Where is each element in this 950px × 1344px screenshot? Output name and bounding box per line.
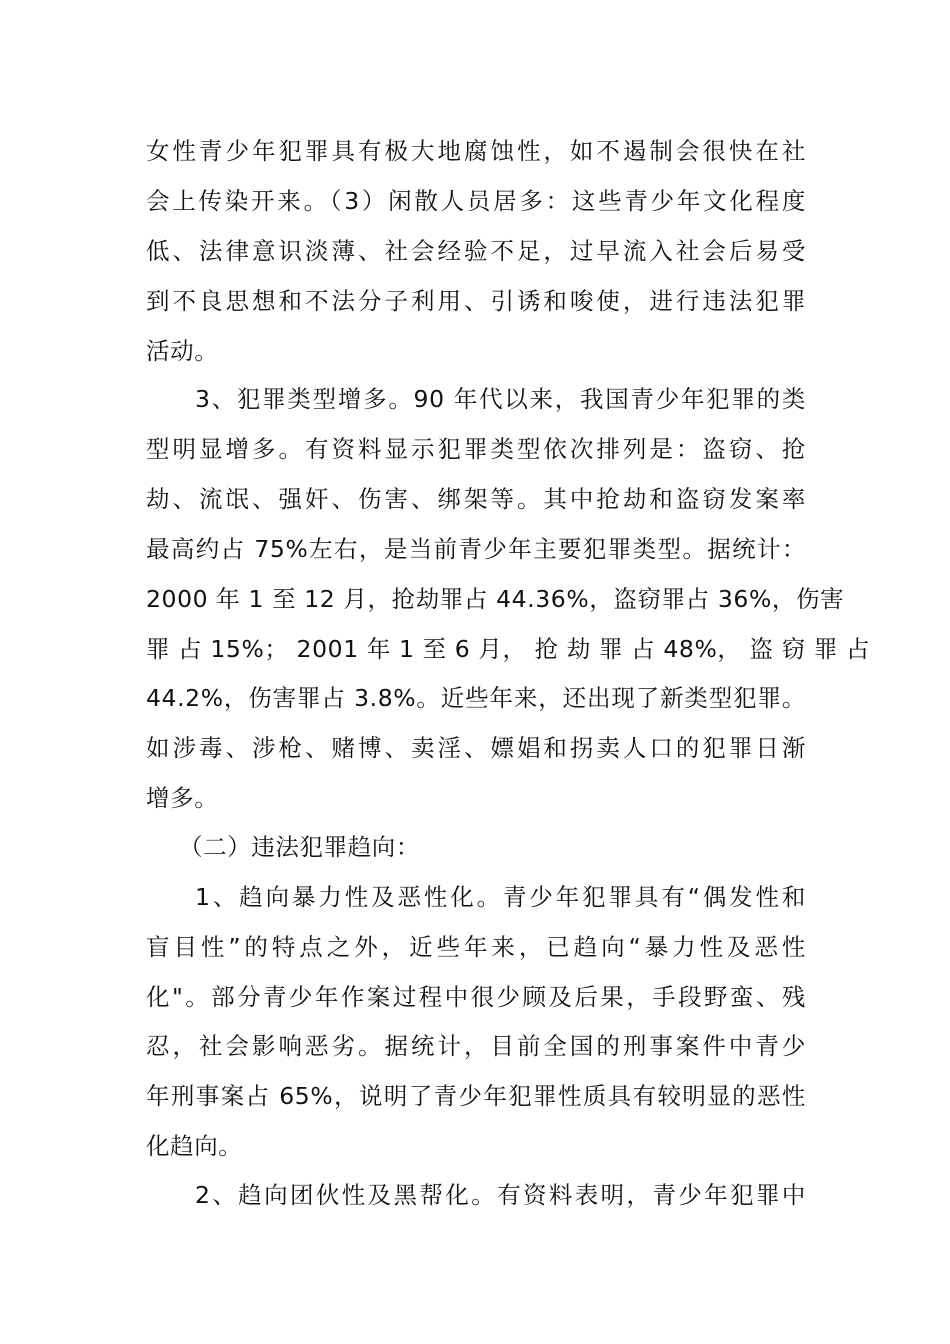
section-heading: （二）违法犯罪趋向： (179, 833, 420, 861)
text-line: 化趋向。 (146, 1132, 243, 1160)
text-line: 忍，社会影响恶劣。据统计，目前全国的刑事案件中青少 (146, 1032, 806, 1060)
text-line: 低、法律意识淡薄、社会经验不足，过早流入社会后易受 (146, 237, 806, 265)
text-line: 劫、流氓、强奸、伤害、绑架等。其中抢劫和盗窃发案率 (146, 485, 806, 513)
text-line: 女性青少年犯罪具有极大地腐蚀性，如不遏制会很快在社 (146, 137, 806, 165)
text-line: 化"。部分青少年作案过程中很少顾及后果，手段野蛮、残 (146, 983, 806, 1011)
text-line: 增多。 (146, 784, 219, 812)
text-line: 如涉毒、涉枪、赌博、卖淫、嫖娼和拐卖人口的犯罪日渐 (146, 734, 806, 762)
text-line: 年刑事案占 65%，说明了青少年犯罪性质具有较明显的恶性 (146, 1082, 806, 1110)
text-line: 1、趋向暴力性及恶性化。青少年犯罪具有“偶发性和 (195, 883, 806, 911)
text-line: 罪 占 15%； 2001 年 1 至 6 月， 抢 劫 罪 占 48%， 盗 窃 罪 占 (146, 635, 871, 663)
text-line: 型明显增多。有资料显示犯罪类型依次排列是：盗窃、抢 (146, 435, 806, 463)
text-line: 活动。 (146, 337, 219, 365)
text-line: 44.2%，伤害罪占 3.8%。近些年来，还出现了新类型犯罪。 (146, 684, 806, 712)
text-line: 2000 年 1 至 12 月，抢劫罪占 44.36%，盗窃罪占 36%，伤害 (146, 585, 845, 613)
text-line: 3、犯罪类型增多。90 年代以来，我国青少年犯罪的类 (195, 385, 806, 413)
text-line: 盲目性”的特点之外，近些年来，已趋向“暴力性及恶性 (146, 933, 806, 961)
text-line: 到不良思想和不法分子利用、引诱和唆使，进行违法犯罪 (146, 287, 806, 315)
text-line: 会上传染开来。（3）闲散人员居多：这些青少年文化程度 (146, 187, 806, 215)
text-line: 2、趋向团伙性及黑帮化。有资料表明，青少年犯罪中 (195, 1181, 806, 1209)
text-line: 最高约占 75%左右，是当前青少年主要犯罪类型。据统计： (146, 535, 806, 563)
